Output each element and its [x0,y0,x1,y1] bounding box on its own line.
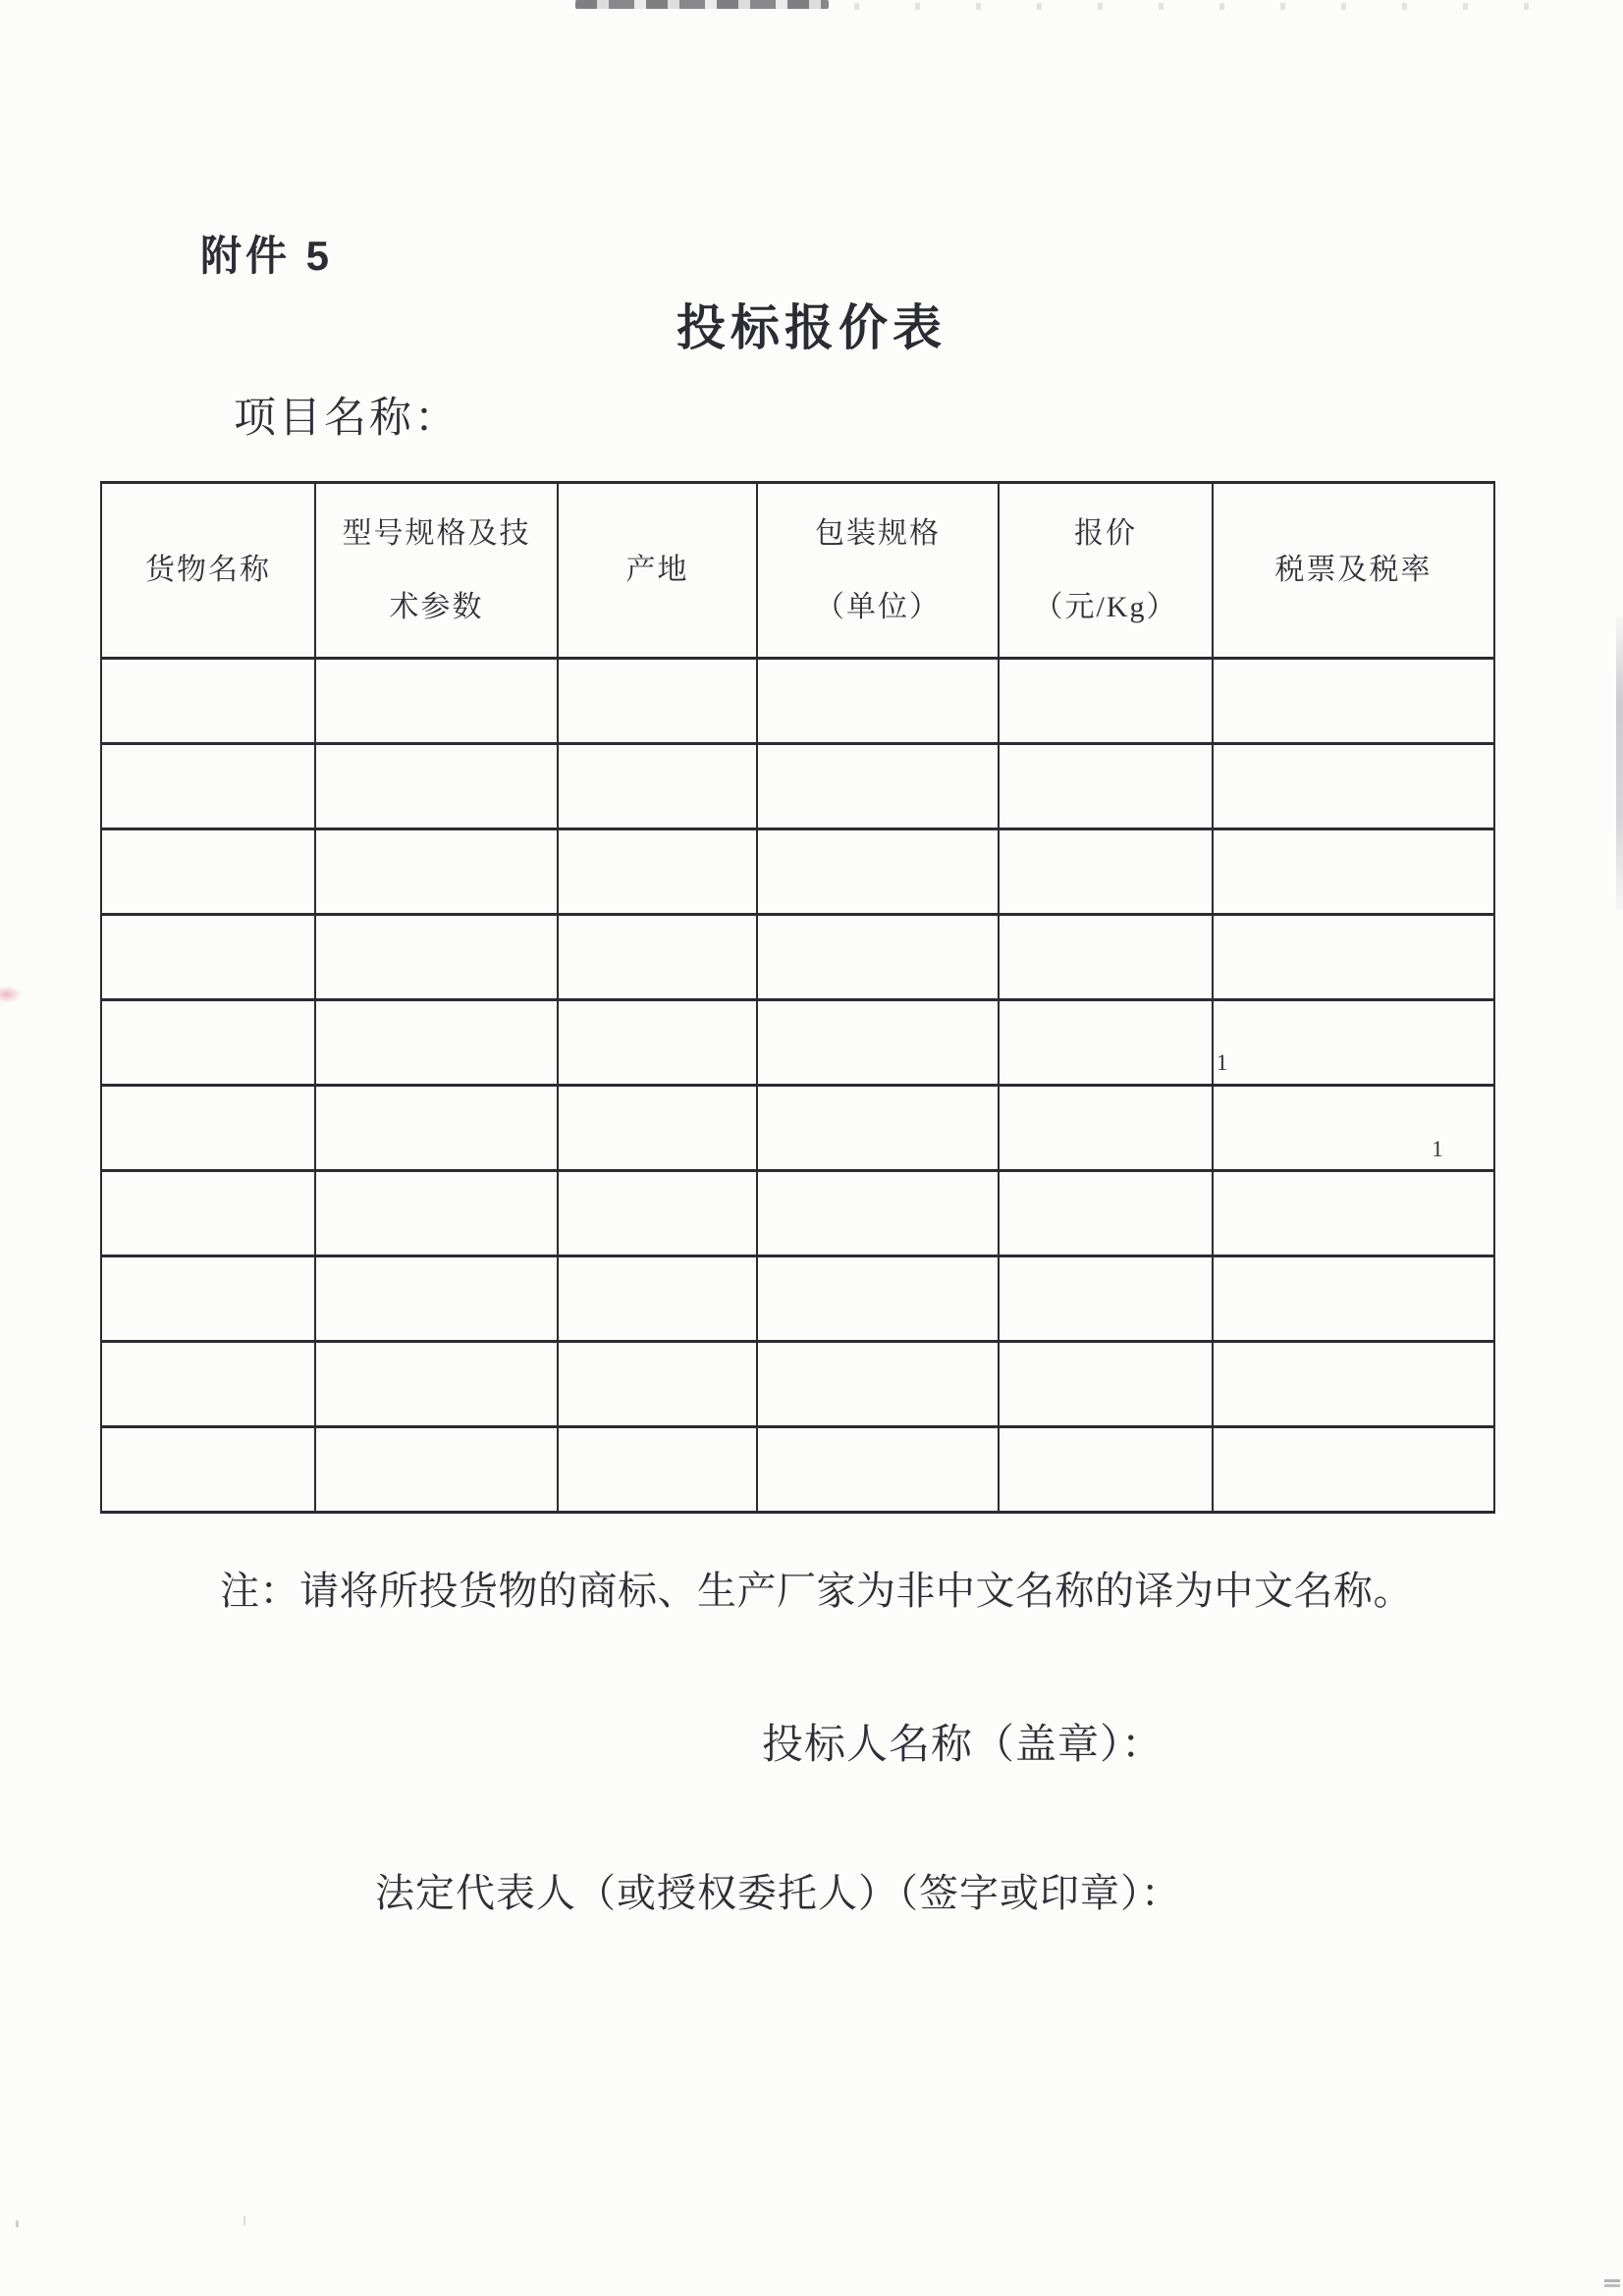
project-name-label: 项目名称： [234,396,460,442]
table-cell [999,829,1213,915]
column-header-line: 货物名称 [145,554,271,586]
column-header-price [999,483,1213,659]
column-header-tax-rate [1213,483,1494,659]
table-cell [1213,1256,1494,1342]
table-cell [101,1427,315,1513]
column-header-model-spec [315,483,558,659]
bidder-name-label: 投标人名称（盖章）： [762,1723,1164,1768]
table-cell [315,1342,558,1427]
table-cell [558,915,757,1000]
table-cell [757,744,999,829]
table-row [101,1427,1494,1513]
table-row [101,744,1494,829]
column-header-line: 型号规格及技 [342,516,531,550]
column-header-origin [558,483,757,659]
table-cell [315,915,558,1000]
table-cell [101,915,315,1000]
table-cell [558,659,757,744]
table-cell [757,915,999,1000]
scan-tick-bottom-right [1604,2279,1620,2290]
column-header-packaging [757,483,999,659]
table-cell [1213,1000,1494,1086]
scan-speck [16,2220,19,2227]
table-cell [1213,1086,1494,1171]
table-cell [757,829,999,915]
scan-speckles-top [854,3,1532,10]
table-cell [101,1256,315,1342]
quotation-table [100,481,1495,1514]
table-cell [315,1256,558,1342]
table-cell [315,1000,558,1086]
table-cell [558,829,757,915]
table-cell [101,1171,315,1256]
note-text: 注：请将所投货物的商标、生产厂家为非中文名称的译为中文名称。 [220,1569,1413,1613]
table-row [101,1171,1494,1256]
table-cell [315,1086,558,1171]
table-cell [999,1000,1213,1086]
table-cell [1213,1427,1494,1513]
table-cell [558,744,757,829]
table-cell [1213,829,1494,915]
table-cell [999,1171,1213,1256]
table-cell [999,1086,1213,1171]
quotation-table-wrapper [100,481,1493,1514]
table-cell [999,1342,1213,1427]
table-row [101,1256,1494,1342]
table-cell [101,1000,315,1086]
column-header-line: （元/Kg） [1033,590,1178,623]
table-cell [757,1171,999,1256]
table-header-row [101,483,1494,659]
column-header-line: 报价 [1074,516,1137,550]
table-cell [558,1000,757,1086]
table-cell [101,1342,315,1427]
table-cell [757,1342,999,1427]
table-cell [315,829,558,915]
column-header-goods-name [101,483,315,659]
table-cell [999,915,1213,1000]
table-cell [101,744,315,829]
attachment-label: 附件 5 [200,233,334,279]
table-cell [315,744,558,829]
scan-mark-pink [0,986,22,1003]
table-row [101,659,1494,744]
document-title: 投标报价表 [676,300,947,355]
table-cell [315,1427,558,1513]
stray-mark: 1 [1432,1137,1443,1161]
table-cell [999,1427,1213,1513]
legal-representative-label: 法定代表人（或授权委托人）（签字或印章）： [375,1871,1181,1915]
column-header-line: （单位） [815,590,941,623]
table-row [101,1342,1494,1427]
table-cell [558,1342,757,1427]
table-cell [558,1171,757,1256]
table-cell [1213,1171,1494,1256]
table-row [101,1086,1494,1171]
table-cell [558,1086,757,1171]
stray-mark: 1 [1216,1050,1228,1075]
table-cell [757,659,999,744]
scan-speck [243,2216,245,2225]
table-cell [101,829,315,915]
table-cell [999,744,1213,829]
table-cell [1213,744,1494,829]
table-cell [1213,1342,1494,1427]
table-cell [101,659,315,744]
table-cell [757,1000,999,1086]
table-cell [757,1256,999,1342]
table-cell [1213,659,1494,744]
table-cell [315,659,558,744]
table-cell [757,1086,999,1171]
table-cell [101,1086,315,1171]
table-cell [558,1427,757,1513]
column-header-line: 税票及税率 [1274,554,1433,586]
column-header-line: 包装规格 [815,516,941,550]
column-header-line: 产地 [625,554,689,586]
table-cell [999,1256,1213,1342]
table-cell [1213,915,1494,1000]
table-cell [315,1171,558,1256]
table-row [101,1000,1494,1086]
table-cell [558,1256,757,1342]
table-cell [757,1427,999,1513]
table-row [101,829,1494,915]
scan-smudge-right-edge [1616,616,1623,911]
table-cell [999,659,1213,744]
column-header-line: 术参数 [389,590,484,623]
scan-smudge-top [575,0,829,9]
table-row [101,915,1494,1000]
